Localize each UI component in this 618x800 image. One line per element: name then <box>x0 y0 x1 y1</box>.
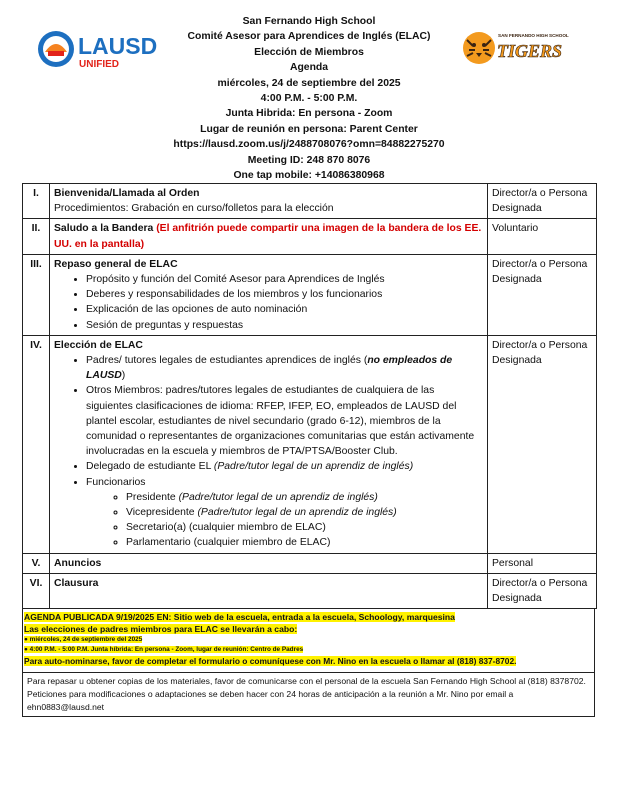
item-content <box>50 184 488 219</box>
list-item <box>86 353 483 383</box>
item-number: I. <box>23 184 50 219</box>
agenda-row-iv <box>23 335 597 553</box>
meeting-time: 4:00 P.M. - 5:00 P.M. <box>260 93 358 105</box>
election-list <box>54 353 483 551</box>
officer-item: ◦ Parlamentario (cualquier miembro de ELAC) <box>126 535 483 550</box>
item-responsible: Director/a o Persona Designada <box>488 573 597 608</box>
item-responsible: Personal <box>488 553 597 573</box>
meeting-date: miércoles, 24 de septiembre del 2025 <box>217 77 401 89</box>
school-name: San Fernando High School <box>242 16 376 27</box>
item-content <box>50 573 488 608</box>
item-title: Repaso general de ELAC <box>54 258 178 270</box>
item-number: III. <box>23 254 50 335</box>
meeting-purpose: Elección de Miembros <box>254 46 364 58</box>
officer-requirement: (Padre/tutor legal de un aprendiz de inglés) <box>197 507 397 519</box>
list-item-emphasis: (Padre/tutor legal de un aprendiz de inglés) <box>213 461 414 473</box>
officer-item: ◦ Secretario(a) (cualquier miembro de ELAC) <box>126 520 483 535</box>
item-content <box>50 254 488 335</box>
item-content <box>50 335 488 553</box>
item-number: VI. <box>23 573 50 608</box>
list-item-text: ) <box>121 370 126 382</box>
committee-name: Comité Asesor para Aprendices de Inglés (ELAC) <box>187 31 431 43</box>
list-item <box>86 475 483 551</box>
published-notice: AGENDA PUBLICADA 9/19/2025 EN: Sitio web de la escuela, entrada a la escuela, Schoology, marquesina <box>24 612 455 622</box>
election-notice <box>22 609 595 673</box>
self-nomination-notice: Para auto-nominarse, favor de completar el formulario o comuníquese con Mr. Nino en la escuela o llamar al (818) 837-8702. <box>24 656 517 666</box>
item-title: Bienvenida/Llamada al Orden <box>54 188 200 199</box>
item-number: II. <box>23 219 50 254</box>
item-title: Clausura <box>54 577 99 589</box>
elections-notice: Las elecciones de padres miembros para ELAC se llevarán a cabo: <box>24 624 298 634</box>
item-content <box>50 553 488 573</box>
list-item: • Sesión de preguntas y respuestas <box>86 318 483 333</box>
agenda-row-vi <box>23 573 597 608</box>
list-item: • Otros Miembros: padres/tutores legales de estudiantes de cualquiera de las siguientes clasificaciones de idioma: RFEP, IFEP, EO, empleados de LAUSD del plantel escolar, estudiantes de nivel secundario (grado 6-12), miembros de la comunidad o representantes de organizaciones comunitarias que están activamente involucradas en la escuela y miembros de PTA/PTSA/Booster Club. <box>86 383 483 459</box>
officers-list <box>86 490 483 551</box>
agenda-row-v <box>23 553 597 573</box>
list-item-emphasis: no empleados de LAUSD <box>86 355 453 382</box>
item-title: Elección de ELAC <box>54 339 143 351</box>
list-item <box>86 459 483 474</box>
item-detail: Procedimientos: Grabación en curso/folletos para la elección <box>54 203 334 215</box>
list-item-text: Delegado de estudiante EL <box>86 461 214 473</box>
doc-type: Agenda <box>289 62 329 74</box>
materials-notice: Para repasar u obtener copias de los materiales, favor de comunicarse con el personal de la escuela San Fernando High School al (818) 8378702. Peticiones para modificaciones o adaptaciones se deben hacer con 24 horas de anticipación a la reunión a Mr. Nino por email a ehn0883@lausd.net <box>22 673 595 717</box>
list-item-text: Funcionarios <box>86 476 146 488</box>
officer-item <box>126 490 483 505</box>
lausd-unified-text: UNIFIED <box>79 59 119 70</box>
item-title: Anuncios <box>54 557 102 569</box>
item-responsible: Voluntario <box>488 219 597 254</box>
list-item: • Deberes y responsabilidades de los miembros y los funcionarios <box>86 287 483 302</box>
meeting-type: Junta Hibrida: En persona - Zoom <box>225 108 393 120</box>
overview-list <box>54 272 483 333</box>
agenda-table <box>22 183 597 609</box>
item-responsible: Director/a o Persona Designada <box>488 184 597 219</box>
lausd-wordmark: LAUSD <box>78 33 158 59</box>
agenda-row-iii <box>23 254 597 335</box>
item-responsible: Director/a o Persona Designada <box>488 335 597 553</box>
flag-note: (El anfitrión puede compartir una imagen de la bandera de los EE. UU. en la pantalla) <box>54 223 482 250</box>
item-content <box>50 219 488 254</box>
list-item: • Explicación de las opciones de auto nominación <box>86 302 483 317</box>
election-date: ● miércoles, 24 de septiembre del 2025 <box>24 636 143 643</box>
officer-title: Vicepresidente <box>126 507 198 519</box>
officer-title: Presidente <box>126 491 179 503</box>
item-title: Saludo a la Bandera <box>54 223 154 235</box>
item-number: V. <box>23 553 50 573</box>
one-tap-mobile: One tap mobile: +14086380968 <box>233 170 385 182</box>
agenda-row-i <box>23 184 597 219</box>
list-item: • Propósito y función del Comité Asesor para Aprendices de Inglés <box>86 272 483 287</box>
item-responsible: Director/a o Persona Designada <box>488 254 597 335</box>
zoom-link[interactable]: https://lausd.zoom.us/j/2488708076?omn=84882275270 <box>173 139 445 151</box>
list-item-text: Padres/ tutores legales de estudiantes aprendices de inglés ( <box>86 355 368 367</box>
meeting-location: Lugar de reunión en persona: Parent Center <box>200 123 418 135</box>
meeting-id: Meeting ID: 248 870 8076 <box>247 154 371 166</box>
election-time: ● 4:00 P.M. - 5:00 P.M. Junta híbrida: En persona - Zoom, lugar de reunión: Centro de Padres <box>24 646 304 653</box>
agenda-row-ii <box>23 219 597 254</box>
tigers-school-text: SAN FERNANDO HIGH SCHOOL <box>498 33 569 38</box>
tigers-wordmark: TIGERS <box>497 41 563 61</box>
officer-item <box>126 505 483 520</box>
officer-requirement: (Padre/tutor legal de un aprendiz de inglés) <box>178 491 378 503</box>
item-number: IV. <box>23 335 50 553</box>
agenda-header <box>0 14 618 183</box>
